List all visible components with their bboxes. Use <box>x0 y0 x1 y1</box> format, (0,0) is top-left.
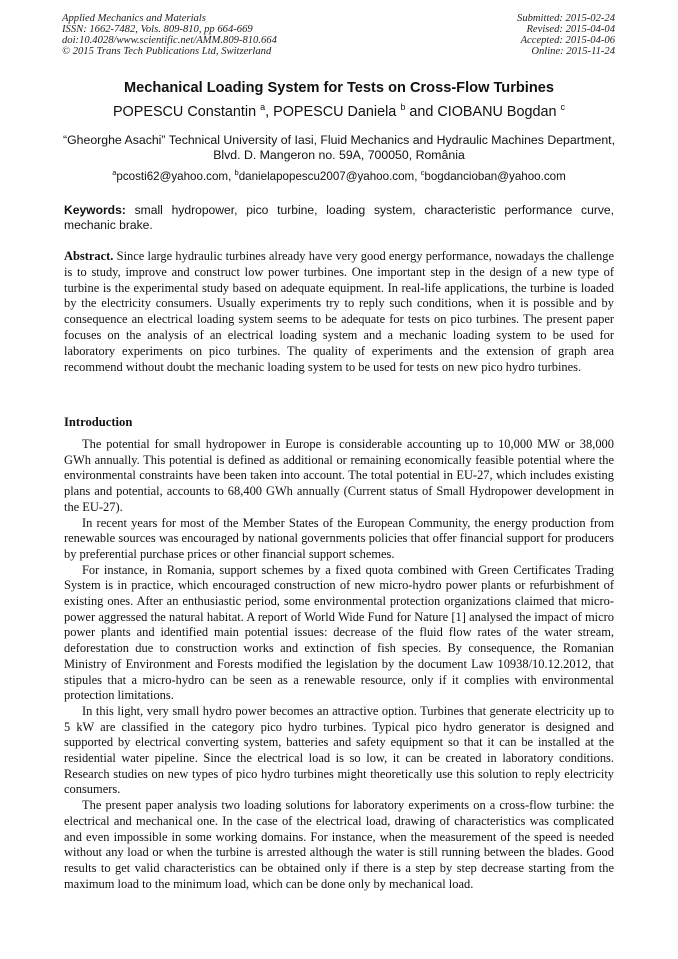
email-address: danielapopescu2007@yahoo.com <box>238 170 415 183</box>
abstract-text: Since large hydraulic turbines already have very good energy performance, nowadays the challenge is to study, improve and construct low power turbines. One important step in the design of a new type of turbine is the experimental study based on adequate equipment. In real-life applications, the turbine is loaded by the electricity consumers. Usually experiments try to reply such conditions, when it is possible and by consequence an electrical loading system seems to be adequate for tests on pico turbines. The present paper focuses on the analysis of an electrical loading system and a mechanic loading system to be used for laboratory experiments on pico turbines. The quality of experiments and the extension of graph area recommend without doubt the mechanic loading system to be used for tests on new pico hydro turbines. <box>64 249 615 374</box>
author-name: POPESCU Daniela <box>273 104 397 120</box>
email-separator: , <box>228 170 235 183</box>
author-name: CIOBANU Bogdan <box>437 104 557 120</box>
affiliation: “Gheorghe Asachi” Technical University of Iasi, Fluid Mechanics and Hydraulic Machines Department, Blvd. D. Mangeron no. 59A, 700050, România <box>62 133 615 162</box>
paragraph: The present paper analysis two loading solutions for laboratory experiments on a cross-flow turbine: the electrical and mechanical one. In the case of the electrical load, drawing of characteristics was complicated and even impossible in some working domains. For instance, when the measurement of the speed is needed without any load or when the turbine is arrested although the water is still running between the blades. Good results to get valid characteristics can be obtained only if there is a step by step decrease starting from the maximum load to the minimum load, which can be done only by mechanical load. <box>64 798 614 891</box>
date-online: Online: 2015-11-24 <box>531 46 615 57</box>
journal-info <box>62 13 277 57</box>
journal-issn: ISSN: 1662-7482, Vols. 809-810, pp 664-669 <box>62 24 253 35</box>
abstract <box>64 249 614 375</box>
author-separator: and <box>405 104 438 120</box>
author-name: POPESCU Constantin <box>112 104 257 120</box>
email-address: pcosti62@yahoo.com <box>116 170 229 183</box>
paragraph: In this light, very small hydro power becomes an attractive option. Turbines that generate electricity up to 5 kW are classified in the category pico hydro turbines. Typical pico hydro generator is designed and supported by electrical converting system, batteries and safety equipment so that it can be installed at the residential water pipeline. Since the electrical load is so low, it can be created in laboratory conditions. Research studies on new types of pico hydro turbines might theoretically use this solution to reply electricity consumers. <box>64 703 614 797</box>
paragraph: In recent years for most of the Member States of the European Community, the energy production from renewable sources was encouraged by national governments policies that offer financial support for producers by preferential purchase prices or other financial support schemes. <box>64 515 614 561</box>
email-address: bogdancioban@yahoo.com <box>424 170 566 183</box>
paragraph: The potential for small hydropower in Europe is considerable accounting up to 10,000 MW or 38,000 GWh annually. This potential is defined as additional or remaining economically feasible potential where the environmental constraints have been taken into account. The total potential in EU-27, which includes existing plans and potential, accounts to 68,400 GWh annually (Current status of Small Hydropower development in the EU-27). <box>64 437 614 514</box>
email-superscript: a <box>112 168 117 177</box>
date-accepted: Accepted: 2015-04-06 <box>520 35 615 46</box>
author-superscript: c <box>560 102 566 112</box>
email-superscript: b <box>234 168 239 177</box>
email-superscript: c <box>420 168 425 177</box>
date-revised: Revised: 2015-04-04 <box>526 24 615 35</box>
journal-name: Applied Mechanics and Materials <box>62 13 206 24</box>
keywords <box>64 203 614 233</box>
keywords-label: Keywords: <box>64 203 126 217</box>
author-superscript: a <box>260 102 266 112</box>
email-separator: , <box>414 170 421 183</box>
submission-dates <box>517 13 615 57</box>
paper-title: Mechanical Loading System for Tests on Cross-Flow Turbines <box>123 80 555 96</box>
journal-copyright: © 2015 Trans Tech Publications Ltd, Switzerland <box>62 46 272 57</box>
paragraph: For instance, in Romania, support schemes by a fixed quota combined with Green Certificates Trading System is in practice, which encouraged construction of new micro-hydro power plants or refurbishment of existing ones. After an enthusiastic period, some environmental protection organizations claimed that micro-power aggressed the natural habitat. A report of World Wide Fund for Nature [1] analysed the impact of micro power plants and identified main potential issues: decrease of the fluid flow rates of the water stream, deforestation due to construction works and extinction of fish species. By consequence, the Romanian Ministry of Environment and Forests modified the legislation by the document Law 10938/10.12.2012, that stipules that a micro-hydro can be seen as a renewable resource, only if it complies with environmental protection limitations. <box>64 562 614 703</box>
email-list <box>0 168 678 183</box>
introduction-body <box>64 437 614 892</box>
section-heading-introduction: Introduction <box>64 415 133 429</box>
author-superscript: b <box>400 102 406 112</box>
abstract-label: Abstract. <box>64 249 114 263</box>
date-submitted: Submitted: 2015-02-24 <box>517 13 615 24</box>
author-list <box>0 102 678 120</box>
journal-doi: doi:10.4028/www.scientific.net/AMM.809-810.664 <box>62 35 277 46</box>
keywords-text: small hydropower, pico turbine, loading system, characteristic performance curve, mechanic brake. <box>64 203 614 232</box>
author-separator: , <box>265 104 274 120</box>
